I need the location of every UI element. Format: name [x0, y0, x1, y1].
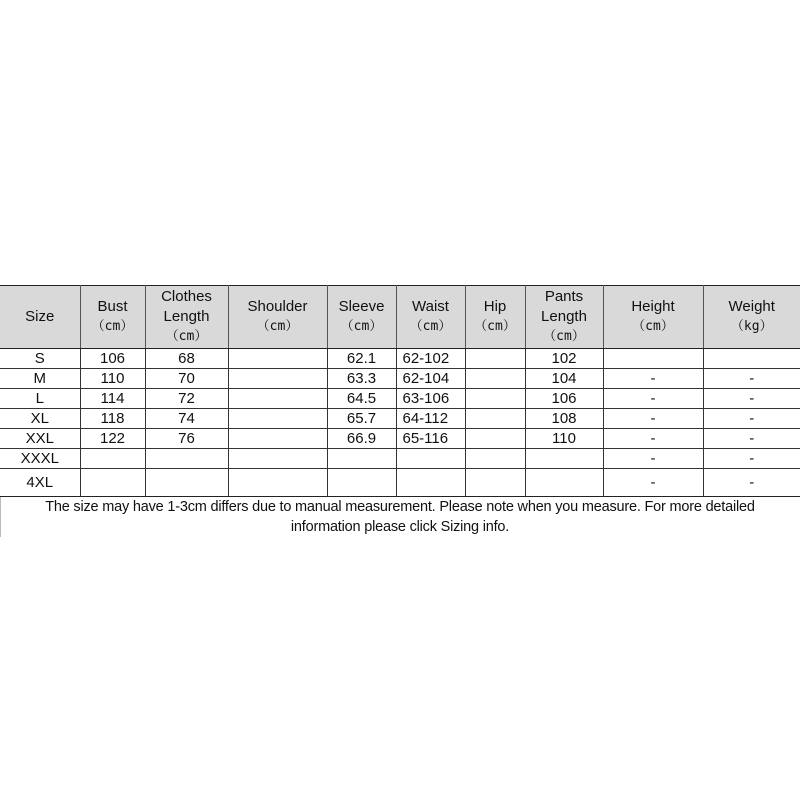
cell-bust: 118 [80, 409, 145, 429]
cell-height: - [603, 369, 703, 389]
cell-clothes-length [145, 469, 228, 497]
cell-weight: - [703, 369, 800, 389]
table-row [0, 349, 800, 369]
cell-bust: 110 [80, 369, 145, 389]
unit-label: （cm） [409, 319, 452, 334]
table-row [0, 429, 800, 449]
cell-height: - [603, 469, 703, 497]
cell-pants-length [525, 449, 603, 469]
cell-size: XL [0, 409, 80, 429]
cell-clothes-length: 76 [145, 429, 228, 449]
header-weight: Weight （kg） [703, 286, 800, 349]
header-bust: Bust （cm） [80, 286, 145, 349]
unit-label: （cm） [91, 319, 134, 334]
unit-label: （cm） [340, 319, 383, 334]
cell-waist: 63-106 [396, 389, 465, 409]
cell-sleeve: 63.3 [327, 369, 396, 389]
cell-size: XXL [0, 429, 80, 449]
table-row [0, 369, 800, 389]
cell-sleeve [327, 449, 396, 469]
cell-waist: 62-104 [396, 369, 465, 389]
cell-waist: 64-112 [396, 409, 465, 429]
cell-hip [465, 449, 525, 469]
cell-shoulder [228, 429, 327, 449]
cell-hip [465, 409, 525, 429]
table-row [0, 449, 800, 469]
cell-height: - [603, 409, 703, 429]
cell-pants-length: 106 [525, 389, 603, 409]
cell-shoulder [228, 409, 327, 429]
table-row [0, 389, 800, 409]
cell-height [603, 349, 703, 369]
note-line-2: information please click Sizing info. [290, 519, 510, 535]
cell-pants-length: 110 [525, 429, 603, 449]
cell-clothes-length: 68 [145, 349, 228, 369]
cell-sleeve [327, 469, 396, 497]
cell-clothes-length: 74 [145, 409, 228, 429]
cell-sleeve: 64.5 [327, 389, 396, 409]
header-row [0, 286, 800, 349]
cell-height: - [603, 389, 703, 409]
cell-bust: 122 [80, 429, 145, 449]
cell-bust [80, 449, 145, 469]
table-row [0, 409, 800, 429]
cell-shoulder [228, 449, 327, 469]
cell-hip [465, 349, 525, 369]
measurement-note [0, 497, 800, 537]
cell-weight: - [703, 449, 800, 469]
cell-pants-length: 104 [525, 369, 603, 389]
unit-label: （cm） [256, 319, 299, 334]
cell-waist [396, 469, 465, 497]
cell-shoulder [228, 369, 327, 389]
unit-label: （cm） [165, 329, 208, 344]
cell-waist: 62-102 [396, 349, 465, 369]
cell-clothes-length: 72 [145, 389, 228, 409]
cell-weight: - [703, 469, 800, 497]
size-chart [0, 285, 800, 497]
size-table [0, 285, 800, 497]
cell-clothes-length [145, 449, 228, 469]
unit-label: （cm） [632, 319, 674, 334]
cell-waist [396, 449, 465, 469]
cell-weight: - [703, 429, 800, 449]
cell-clothes-length: 70 [145, 369, 228, 389]
cell-weight: - [703, 409, 800, 429]
header-height: Height （cm） [603, 286, 703, 349]
cell-weight: - [703, 389, 800, 409]
unit-label: （kg） [730, 319, 773, 334]
cell-shoulder [228, 469, 327, 497]
cell-size: S [0, 349, 80, 369]
note-line-1: The size may have 1-3cm differs due to manual measurement. Please note when you measure. For more detailed [45, 499, 755, 515]
cell-weight [703, 349, 800, 369]
cell-bust: 114 [80, 389, 145, 409]
cell-size: 4XL [0, 469, 80, 497]
header-clothes-length: Clothes Length （cm） [145, 286, 228, 349]
cell-bust: 106 [80, 349, 145, 369]
header-shoulder: Shoulder （cm） [228, 286, 327, 349]
cell-sleeve: 65.7 [327, 409, 396, 429]
cell-height: - [603, 449, 703, 469]
unit-label: （cm） [474, 319, 516, 334]
cell-sleeve: 66.9 [327, 429, 396, 449]
header-hip: Hip （cm） [465, 286, 525, 349]
header-sleeve: Sleeve （cm） [327, 286, 396, 349]
cell-hip [465, 429, 525, 449]
cell-bust [80, 469, 145, 497]
header-size: Size [0, 286, 80, 349]
cell-size: XXXL [0, 449, 80, 469]
cell-pants-length: 108 [525, 409, 603, 429]
cell-size: L [0, 389, 80, 409]
cell-shoulder [228, 349, 327, 369]
cell-shoulder [228, 389, 327, 409]
cell-pants-length: 102 [525, 349, 603, 369]
cell-hip [465, 389, 525, 409]
header-waist: Waist （cm） [396, 286, 465, 349]
cell-size: M [0, 369, 80, 389]
unit-label: （cm） [543, 329, 585, 344]
cell-waist: 65-116 [396, 429, 465, 449]
cell-hip [465, 469, 525, 497]
table-row [0, 469, 800, 497]
header-pants-length: Pants Length （cm） [525, 286, 603, 349]
cell-hip [465, 369, 525, 389]
cell-sleeve: 62.1 [327, 349, 396, 369]
cell-pants-length [525, 469, 603, 497]
cell-height: - [603, 429, 703, 449]
